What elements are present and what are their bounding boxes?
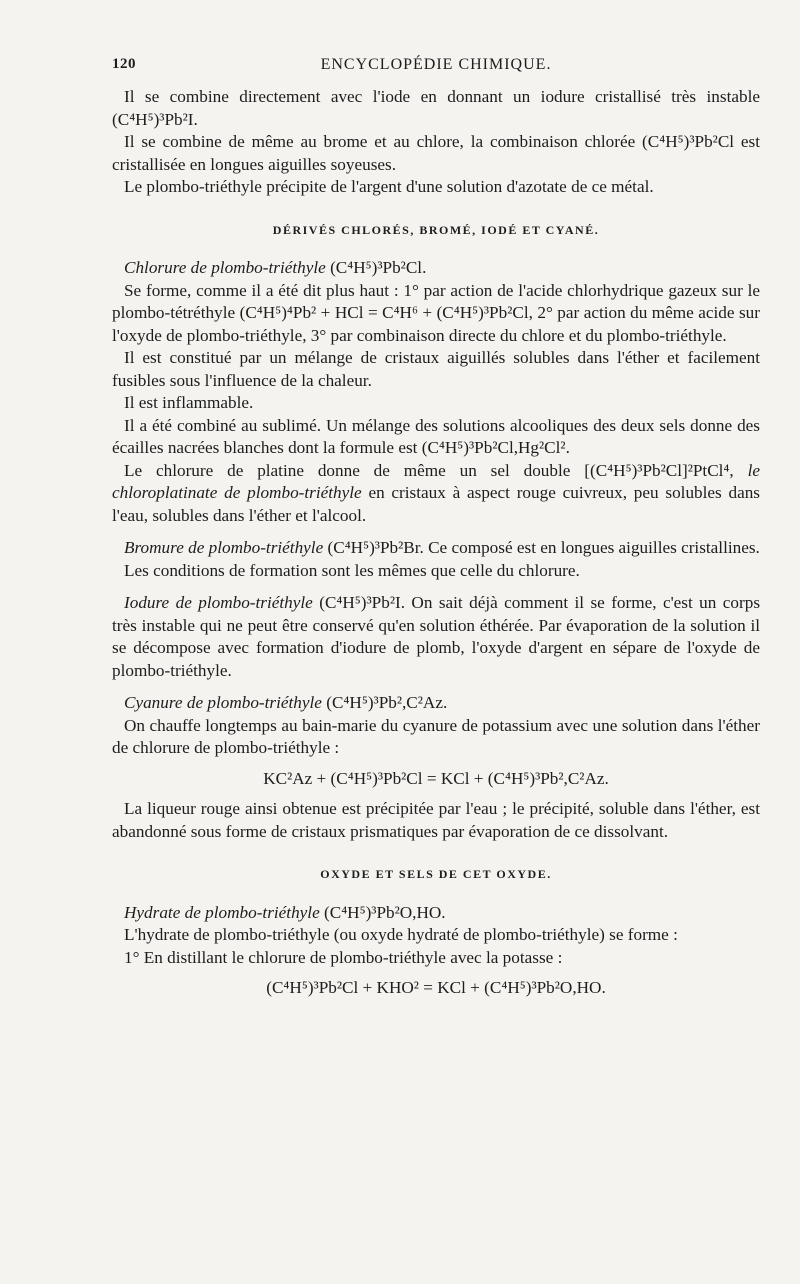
hydrate-heading: [112, 902, 760, 925]
bromure-title: Bromure de plombo-triéthyle: [124, 538, 324, 557]
cyanure-formula: (C⁴H⁵)³Pb²,C²Az.: [326, 693, 448, 712]
paragraph-platinum: [112, 460, 760, 528]
iodure-text: (C⁴H⁵)³Pb²I. On sait déjà comment il se forme, c'est un corps très instable qui ne peut être conservé qu'en solution éthérée. Par évaporation de la solution il se décompose avec formation d'iodure de plomb, l'oxyde d'argent en sépare de l'oxyde de plombo-triéthyle.: [112, 593, 761, 680]
section-title-oxyde: OXYDE ET SELS DE CET OXYDE.: [320, 867, 552, 881]
chlorure-heading: [112, 257, 760, 280]
iodure-paragraph: [112, 592, 760, 682]
paragraph-hydrate-distillation: 1° En distillant le chlorure de plombo-triéthyle avec la potasse :: [124, 947, 563, 967]
paragraph-chlorure-crystals: Il est constitué par un mélange de cristaux aiguillés solubles dans l'éther et facilement fusibles sous l'influence de la chaleur.: [112, 348, 760, 390]
hydrate-title: Hydrate de plombo-triéthyle: [124, 902, 320, 922]
bromure-text: (C⁴H⁵)³Pb²Br. Ce composé est en longues aiguilles cristallines.: [327, 538, 760, 557]
paragraph-chlorure-formation: Se forme, comme il a été dit plus haut : 1° par action de l'acide chlorhydrique gazeux sur le plombo-tétréthyle (C⁴H⁵)⁴Pb² + HCl = C⁴H⁶ + (C⁴H⁵)³Pb²Cl, 2° par action du même acide sur l'oxyde de plombo-triéthyle, 3° par combinaison directe du chlore et du plombo-triéthyle.: [112, 280, 760, 345]
chlorure-title: Chlorure de plombo-triéthyle: [124, 258, 326, 277]
paragraph-bromure-conditions: Les conditions de formation sont les mêmes que celle du chlorure.: [124, 560, 580, 580]
equation-hydrate: (C⁴H⁵)³Pb²Cl + KHO² = KCl + (C⁴H⁵)³Pb²O,HO.: [266, 978, 606, 997]
iodure-title: Iodure de plombo-triéthyle: [124, 593, 313, 612]
equation-cyanure: KC²Az + (C⁴H⁵)³Pb²Cl = KCl + (C⁴H⁵)³Pb²,C²Az.: [263, 768, 609, 788]
section-title-derives: DÉRIVÉS CHLORÉS, BROMÉ, IODÉ ET CYANÉ.: [272, 222, 600, 237]
paragraph-iodine-combination: Il se combine directement avec l'iode en donnant un iodure cristallisé très instable (C⁴H⁵)³Pb²I.: [112, 87, 760, 129]
page-number: 120: [112, 56, 136, 72]
paragraph-sublime: Il a été combiné au sublimé. Un mélange des solutions alcooliques des deux sels donne des écailles nacrées blanches dont la formule est (C⁴H⁵)³Pb²Cl,Hg²Cl².: [112, 415, 760, 457]
paragraph-hydrate-formation: L'hydrate de plombo-triéthyle (ou oxyde hydraté de plombo-triéthyle) se forme :: [124, 925, 678, 944]
hydrate-formula: (C⁴H⁵)³Pb²O,HO.: [324, 902, 446, 922]
platinum-text-c: en cristaux à aspect rouge cuivreux, peu solubles dans l'eau, solubles dans l'éther et l'alcool.: [112, 483, 760, 525]
paragraph-silver-precipitation: Le plombo-triéthyle précipite de l'argent d'une solution d'azotate de ce métal.: [124, 177, 654, 196]
chloroplatinate-name: le chloroplatinate de plombo-triéthyle: [112, 460, 760, 502]
cyanure-title: Cyanure de plombo-triéthyle: [124, 693, 322, 712]
page-header: [112, 56, 760, 86]
body-text: [112, 86, 760, 1000]
paragraph-cyanure-preparation: On chauffe longtemps au bain-marie du cyanure de potassium avec une solution dans l'éther de chlorure de plombo-triéthyle :: [112, 715, 760, 757]
chlorure-formula: (C⁴H⁵)³Pb²Cl.: [330, 258, 427, 277]
paragraph-inflammable: Il est inflammable.: [124, 393, 254, 412]
platinum-text-a: Le chlorure de platine donne de même un sel double [(C⁴H⁵)³Pb²Cl]²PtCl⁴,: [124, 460, 734, 480]
cyanure-heading: [112, 692, 760, 715]
running-title: ENCYCLOPÉDIE CHIMIQUE.: [320, 56, 552, 73]
paragraph-bromine-chlorine: Il se combine de même au brome et au chlore, la combinaison chlorée (C⁴H⁵)³Pb²Cl est cristallisée en longues aiguilles soyeuses.: [112, 132, 760, 174]
bromure-paragraph: [112, 537, 760, 560]
paragraph-cyanure-precipitation: La liqueur rouge ainsi obtenue est précipitée par l'eau ; le précipité, soluble dans l'éther, est abandonné sous forme de cristaux prismatiques par évaporation de ce dissolvant.: [112, 799, 760, 841]
